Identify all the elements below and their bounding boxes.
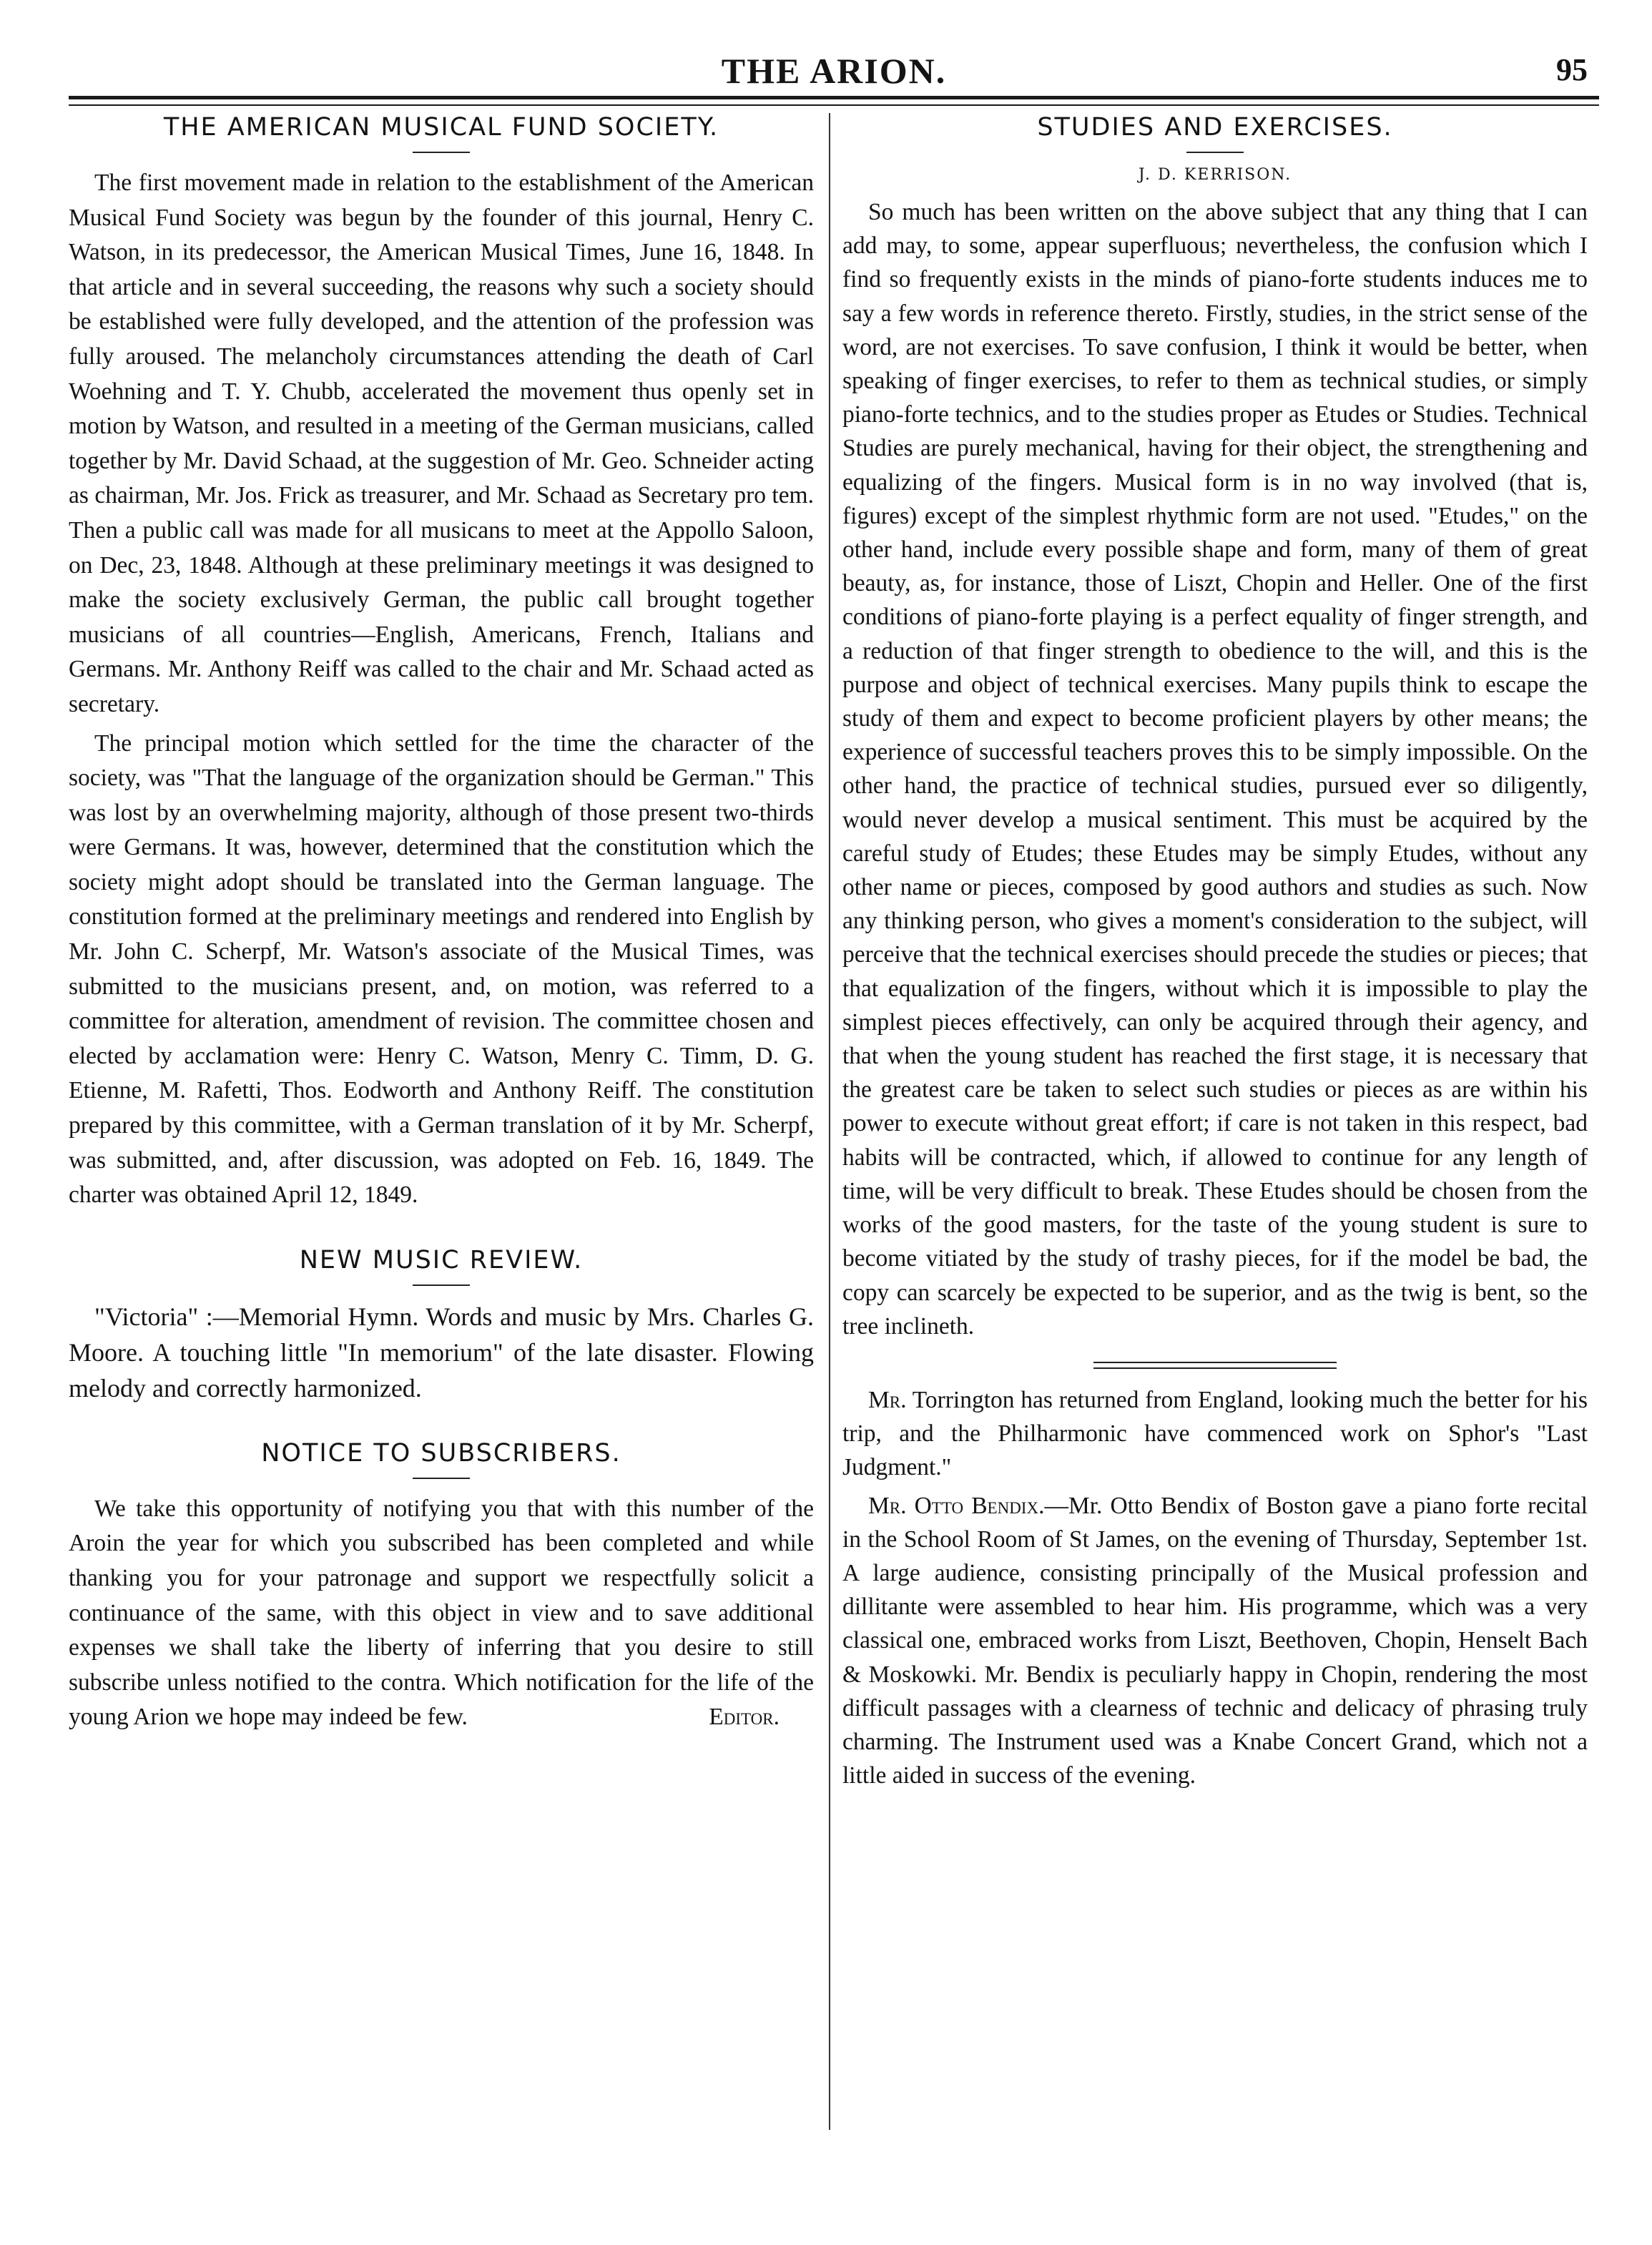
review-block (69, 1299, 814, 1406)
right-column (842, 113, 1588, 1797)
article-paragraph: The first movement made in relation to the establishment of the American Musical Fund Society was begun by the founder of this journal, Henry C. Watson, in its predecessor, the American Musical Times, June 16, 1848. In that article and in several succeeding, the reasons why such a society should be established were fully developed, and the attention of the profession was fully aroused. The melancholy circumstances attending the death of Carl Woehning and T. Y. Chubb, accelerated the movement thus openly set in motion by Watson, and resulted in a meeting of the German musicians, called together by Mr. David Schaad, at the suggestion of Mr. Geo. Schneider acting as chairman, Mr. Jos. Frick as treasurer, and Mr. Schaad as Secretary pro tem. Then a public call was made for all musicans to meet at the Appollo Saloon, on Dec, 23, 1848. Although at these preliminary meetings it was designed to make the society exclusively German, the public call brought together musicians of all countries—English, Americans, French, Italians and Germans. Mr. Anthony Reiff was called to the chair and Mr. Schaad acted as secretary. (69, 170, 814, 717)
page-header (69, 50, 1599, 96)
editor-signature: Editor. (709, 1704, 780, 1731)
notice-text: We take this opportunity of notifying you that with this number of the Aroin the year for which you subscribed has been completed and while thanking you for your patronage and support we respectfully solicit a continuance of the same, with this object in view and to save additional expenses we shall take the liberty of inferring that you desire to still subscribe unless notified to the contra. Which notification for the life of the young Arion we hope may indeed be few. (69, 1495, 814, 1731)
section-gap (69, 1217, 814, 1246)
notice-paragraph (69, 1492, 814, 1735)
note-text: Torrington has returned from England, looking much the better for his trip, and the Philharmonic have commenced work on Sphor's "Last Judgment." (842, 1386, 1588, 1481)
title-rule (413, 1478, 470, 1479)
byline: J. D. KERRISON. (1138, 166, 1292, 184)
masthead-title: THE ARION. (721, 51, 947, 91)
article-paragraph: So much has been written on the above subject that any thing that I can add may, to some, appear superfluous; nevertheless, the confusion which I find so frequently exists in the minds of piano-forte students induces me to say a few words in reference thereto. Firstly, studies, in the strict sense of the word, are not exercises. To save confusion, I think it would be better, when speaking of finger exercises, to refer to them as technical studies, or simply piano-forte technics, and to the studies proper as Etudes or Studies. Technical Studies are purely mechanical, having for their object, the strengthening and equalizing of the fingers. Musical form is in no way involved (that is, figures) except of the simplest rhythmic form are not used. "Etudes," on the other hand, include every possible shape and form, many of them of great beauty, as, for instance, those of Liszt, Chopin and Heller. One of the first conditions of piano-forte playing is a perfect equality of finger strength, and a reduction of that finger strength to obedience to the will, and this is the purpose and object of technical exercises. Many pupils think to escape the study of them and expect to become proficient players by other means; the experience of successful teachers proves this to be simply impossible. On the other hand, the practice of technical studies, pursued ever so diligently, would never develop a musical sentiment. This must be acquired by the careful study of Etudes; these Etudes may be simply Etudes, without any other name or pieces, composed by good authors and studies as such. Now any thinking person, who gives a moment's consideration to the subject, will perceive that the technical exercises should precede the studies or pieces; that that equalization of the fingers, without which it is impossible to play the simplest pieces effectively, can only be acquired through their agency, and that when the young student has reached the first stage, it is necessary that the greatest care be taken to select such studies or pieces as are within his power to execute without great effort; if care is not taken in this respect, bad habits will be contracted, which, if allowed to continue for any length of time, will be very difficult to break. These Etudes should be chosen from the works of the good masters, for the taste of the young student is sure to become vitiated by the study of trashy pieces, for if the model be bad, the copy can scarcely be expected to be superior, and as the twig is bent, so the tree inclineth. (842, 199, 1588, 1340)
section-double-rule (1093, 1362, 1337, 1369)
note-text: —Mr. Otto Bendix of Boston gave a piano forte recital in the School Room of St James, on the evening of Thursday, September 1st. A large audience, consisting principally of the Musical profession and dillitante were assembled to hear him. His programme, which was a very classical one, embraced works from Liszt, Beethoven, Chopin, Henselt Bach & Moskowki. Mr. Bendix is peculiarly happy in Chopin, rendering the most difficult passages with a clearness of technic and delicacy of phrasing truly charming. The Instrument used was a Knabe Concert Grand, which not a little aided in success of the evening. (842, 1492, 1588, 1789)
header-rule-thick (69, 96, 1599, 99)
header-rule-thin (69, 104, 1599, 106)
page-number: 95 (1556, 52, 1588, 87)
title-rule (1186, 152, 1244, 153)
article-title-new-music-review: NEW MUSIC REVIEW. (299, 1245, 584, 1274)
article-title-studies: STUDIES AND EXERCISES. (1037, 113, 1393, 142)
article-title-musical-fund: THE AMERICAN MUSICAL FUND SOCIETY. (163, 113, 719, 142)
section-gap (69, 1410, 814, 1439)
title-rule (413, 1284, 470, 1286)
article-title-notice: NOTICE TO SUBSCRIBERS. (261, 1438, 621, 1468)
note-lead: Mr. Otto Bendix. (868, 1492, 1045, 1519)
note-torrington (842, 1383, 1588, 1485)
left-column (69, 113, 814, 1739)
note-bendix (842, 1489, 1588, 1793)
title-rule (413, 152, 470, 153)
review-paragraph: "Victoria" :—Memorial Hymn. Words and music by Mrs. Charles G. Moore. A touching little "In memorium" of the late disaster. Flowing melody and correctly harmonized. (69, 1302, 814, 1402)
column-divider (829, 113, 830, 2130)
note-lead: Mr. (868, 1386, 907, 1413)
article-paragraph: The principal motion which settled for the time the character of the society, was "That the language of the organization should be German." This was lost by an overwhelming majority, although of those present two-thirds were Germans. It was, however, determined that the constitution which the society might adopt should be translated into the German language. The constitution formed at the preliminary meetings and rendered into English by Mr. John C. Scherpf, Mr. Watson's associate of the Musical Times, was submitted to the musicians present, and, on motion, was referred to a committee for alteration, amendment of revision. The committee chosen and elected by acclamation were: Henry C. Watson, Menry C. Timm, D. G. Etienne, M. Rafetti, Thos. Eodworth and Anthony Reiff. The constitution prepared by this committee, with a German translation of it by Mr. Scherpf, was submitted, and, after discussion, was adopted on Feb. 16, 1849. The charter was obtained April 12, 1849. (69, 729, 814, 1209)
